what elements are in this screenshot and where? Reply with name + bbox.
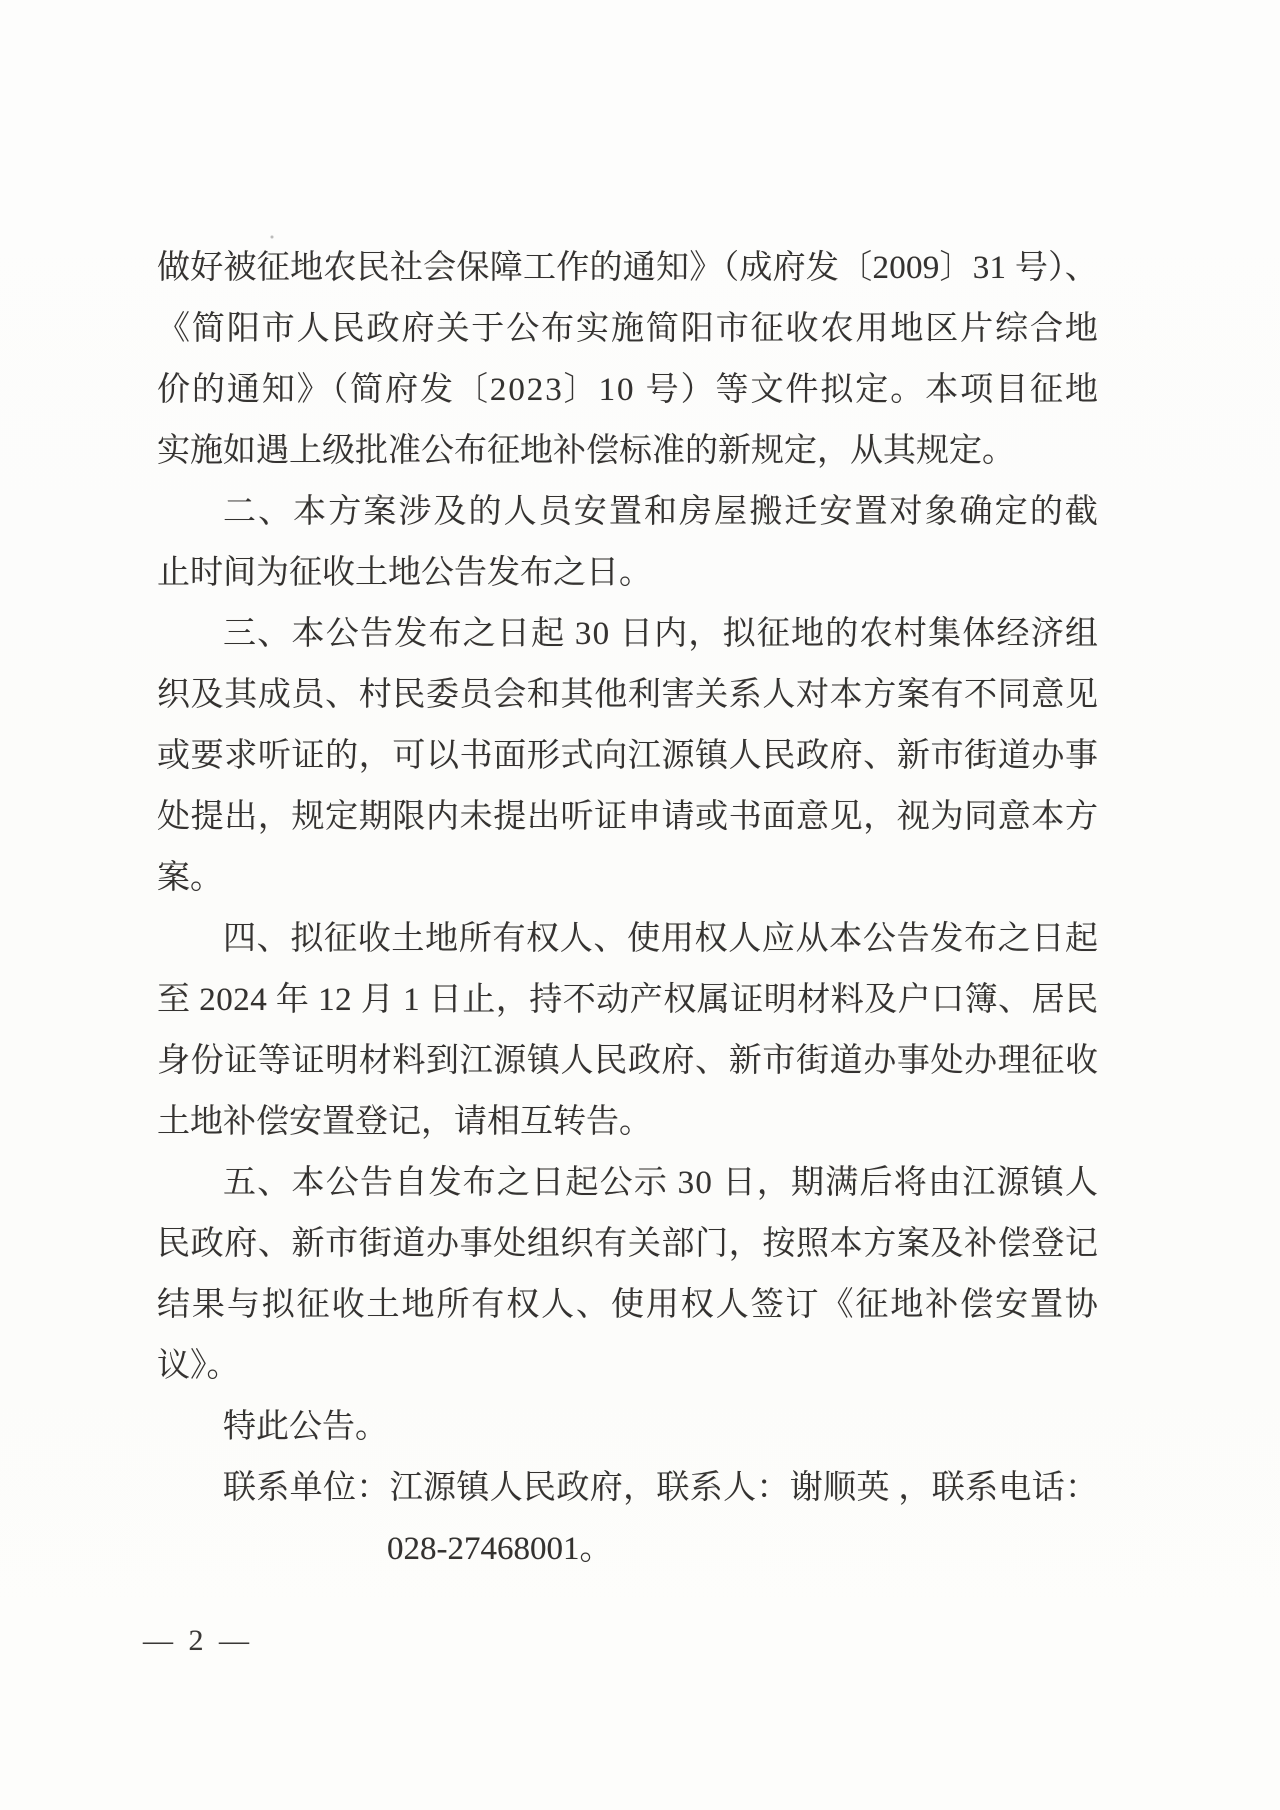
text-line <box>157 543 1098 604</box>
text-line-content: 实施如遇上级批准公布征地补偿标准的新规定，从其规定。 <box>157 433 1015 469</box>
text-line-content: 身份证等证明材料到江源镇人民政府、新市街道办事处办理征收 <box>157 1043 1099 1079</box>
text-line <box>157 665 1098 726</box>
text-line-content: 做好被征地农民社会保障工作的通知》（成府发〔2009〕31 号）、 <box>157 250 1099 286</box>
text-line <box>157 1275 1098 1336</box>
text-line-content: 议》。 <box>157 1348 240 1384</box>
text-line-content: 处提出，规定期限内未提出听证申请或书面意见，视为同意本方 <box>157 799 1099 835</box>
text-line <box>157 299 1098 360</box>
text-line-content: 二、本方案涉及的人员安置和房屋搬迁安置对象确定的截 <box>223 494 1100 530</box>
text-line <box>157 909 1098 970</box>
text-line <box>157 787 1098 848</box>
text-line <box>157 1214 1098 1275</box>
text-line-content: 《简阳市人民政府关于公布实施简阳市征收农用地区片综合地 <box>157 311 1100 347</box>
text-line-content: 联系单位：江源镇人民政府，联系人：谢顺英 ，联系电话： <box>223 1470 1099 1506</box>
text-line <box>157 970 1098 1031</box>
text-line-content: 民政府、新市街道办事处组织有关部门，按照本方案及补偿登记 <box>157 1226 1099 1262</box>
text-line-content: 价的通知》（简府发〔2023〕10 号）等文件拟定。本项目征地 <box>157 372 1100 408</box>
text-line <box>157 482 1098 543</box>
text-line <box>157 238 1098 299</box>
text-line-content: 结果与拟征收土地所有权人、使用权人签订《征地补偿安置协 <box>157 1287 1100 1323</box>
text-line <box>157 604 1098 665</box>
text-line <box>157 1397 1098 1458</box>
text-line <box>157 1031 1098 1092</box>
text-line-content: 至 2024 年 12 月 1 日止，持不动产权属证明材料及户口簿、居民 <box>157 982 1099 1018</box>
text-line <box>157 360 1098 421</box>
text-line <box>157 848 1098 909</box>
text-line-content: 织及其成员、村民委员会和其他利害关系人对本方案有不同意见 <box>157 677 1099 713</box>
text-line-content: 四、拟征收土地所有权人、使用权人应从本公告发布之日起 <box>223 921 1099 957</box>
text-line-content: 案。 <box>157 860 223 896</box>
text-line <box>157 421 1098 482</box>
text-line <box>157 1153 1098 1214</box>
document-body <box>157 238 1098 1580</box>
text-line <box>157 1092 1098 1153</box>
text-line <box>157 1519 1098 1580</box>
text-line <box>157 1458 1098 1519</box>
text-line-content: 止时间为征收土地公告发布之日。 <box>157 555 652 591</box>
text-line-content: 五、本公告自发布之日起公示 30 日，期满后将由江源镇人 <box>223 1165 1100 1201</box>
text-line <box>157 1336 1098 1397</box>
text-line-content: 土地补偿安置登记，请相互转告。 <box>157 1104 652 1140</box>
page-number-label: — 2 — <box>143 1624 253 1657</box>
text-line-content: 或要求听证的，可以书面形式向江源镇人民政府、新市街道办事 <box>157 738 1099 774</box>
text-line <box>157 726 1098 787</box>
text-line-content: 028-27468001。 <box>387 1531 613 1567</box>
text-line-content: 三、本公告发布之日起 30 日内，拟征地的农村集体经济组 <box>223 616 1100 652</box>
text-line-content: 特此公告。 <box>223 1409 388 1445</box>
